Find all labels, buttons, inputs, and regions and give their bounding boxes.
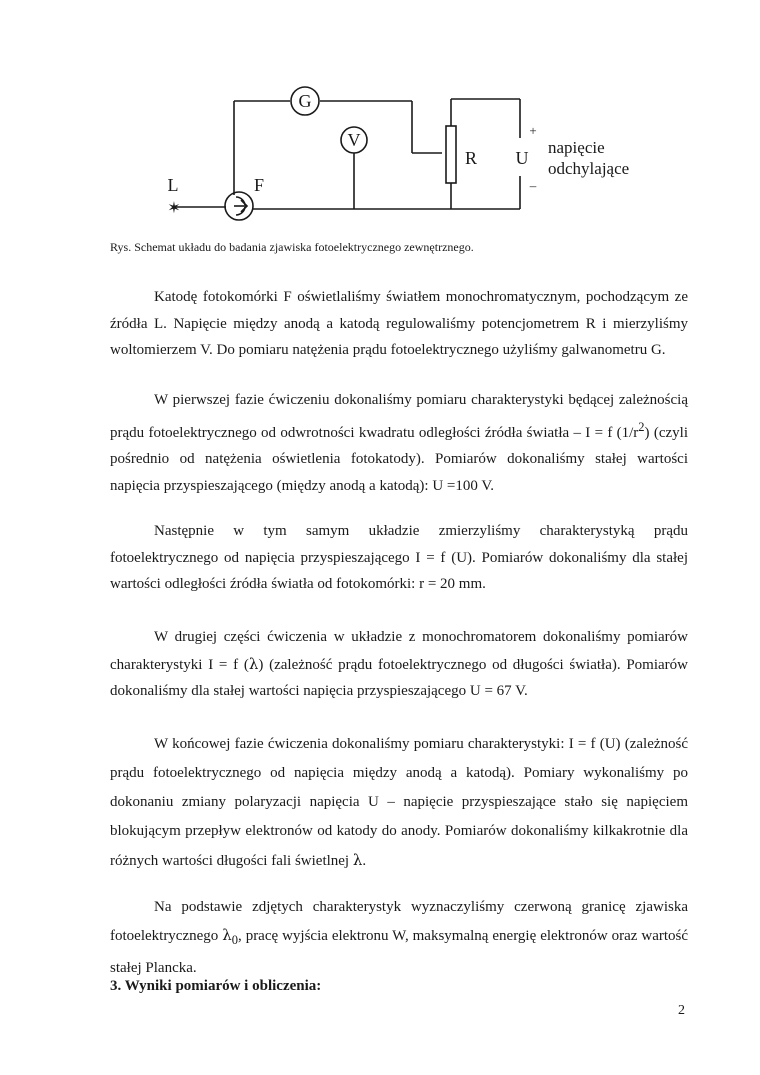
paragraph-text: ) (zależność prądu fotoelektrycznego od długości światła). Pomiarów dokonaliśmy dla stałej wartości napięcia przyspieszającego U = 67 V. [110, 656, 689, 699]
paragraph-text: Na podstawie zdjętych charakterystyk wyznaczyliśmy czerwoną granicę zjawiska fotoelektrycznego [110, 899, 688, 944]
subscript: 0 [231, 933, 238, 947]
voltage-caption-line2: odchylające [548, 159, 630, 178]
circuit-diagram [150, 80, 670, 230]
paragraph-text: W pierwszej fazie ćwiczeniu dokonaliśmy pomiaru charakterystyki będącej zależnością prądu fotoelektrycznego od odwrotności kwadratu odległości źródła światła – I = f (1/r [110, 392, 688, 441]
paragraph-conclusion [110, 893, 688, 982]
lambda-symbol: λ [352, 851, 363, 869]
page-number: 2 [678, 1003, 685, 1018]
potentiometer-label: R [464, 148, 478, 168]
paragraph-text: Następnie w tym samym układzie zmierzyliśmy charakterystyką prądu fotoelektrycznego od napięcia przyspieszającego I = f (U). Pomiarów dokonaliśmy dla stałej wartości odległości źródła światła od fotokomórki: r = 20 mm. [110, 523, 688, 592]
voltage-caption-line1: napięcie [548, 138, 605, 157]
paragraph-text: Katodę fotokomórki F oświetlaliśmy światłem monochromatycznym, pochodzącym ze źródła L. Napięcie między anodą a katodą regulowaliśmy potencjometrem R i mierzyliśmy woltomierzem V. Do pomiaru natężenia prądu fotoelektrycznego użyliśmy galwanometru G. [110, 289, 688, 358]
paragraph-setup [110, 284, 688, 364]
voltage-source-label: U [515, 148, 529, 168]
minus-sign: – [529, 178, 537, 193]
paragraph-phase-one [110, 387, 688, 499]
lambda-symbol: λ [222, 926, 232, 944]
paragraph-text: W końcowej fazie ćwiczenia dokonaliśmy pomiaru charakterystyki: I = f (U) (zależność prądu fotoelektrycznego od napięcia między anodą a katodą). Pomiary wykonaliśmy po dokonaniu zmiany polaryzacji napięcia U – napięcie przyspieszające stało się napięciem blokującym przepływ elektronów od katody do anody. Pomiarów dokonaliśmy kilkakrotnie dla różnych wartości długości fali świetlnej [110, 736, 688, 869]
voltmeter-label: V [347, 130, 361, 150]
section-heading: 3. Wyniki pomiarów i obliczenia: [110, 978, 322, 994]
potentiometer-symbol [446, 126, 456, 183]
plus-sign: + [529, 123, 537, 138]
light-source-icon: ✶ [167, 200, 181, 217]
paragraph-phase-two [110, 624, 688, 705]
light-source-label: L [167, 175, 179, 195]
paragraph-text: W drugiej części ćwiczenia w układzie z monochromatorem dokonaliśmy pomiarów charakterystyki I = f ( [110, 629, 688, 673]
superscript: 2 [638, 419, 645, 434]
paragraph-voltage-characteristic [110, 518, 688, 598]
paragraph-final-phase [110, 730, 688, 876]
paragraph-text: ) (czyli pośrednio od natężenia oświetlenia fotokatody). Pomiarów dokonaliśmy stałej wartości napięcia przyspieszającego (między anodą a katodą): U =100 V. [110, 424, 688, 494]
paragraph-text: , pracę wyjścia elektronu W, maksymalną energię elektronów oraz wartość stałej Plancka. [110, 928, 689, 976]
paragraph-text: . [362, 853, 367, 869]
photocell-label: F [253, 175, 265, 195]
lambda-symbol: λ [248, 654, 259, 673]
galvanometer-label: G [298, 91, 312, 111]
figure-caption: Rys. Schemat układu do badania zjawiska fotoelektrycznego zewnętrznego. [110, 240, 474, 254]
